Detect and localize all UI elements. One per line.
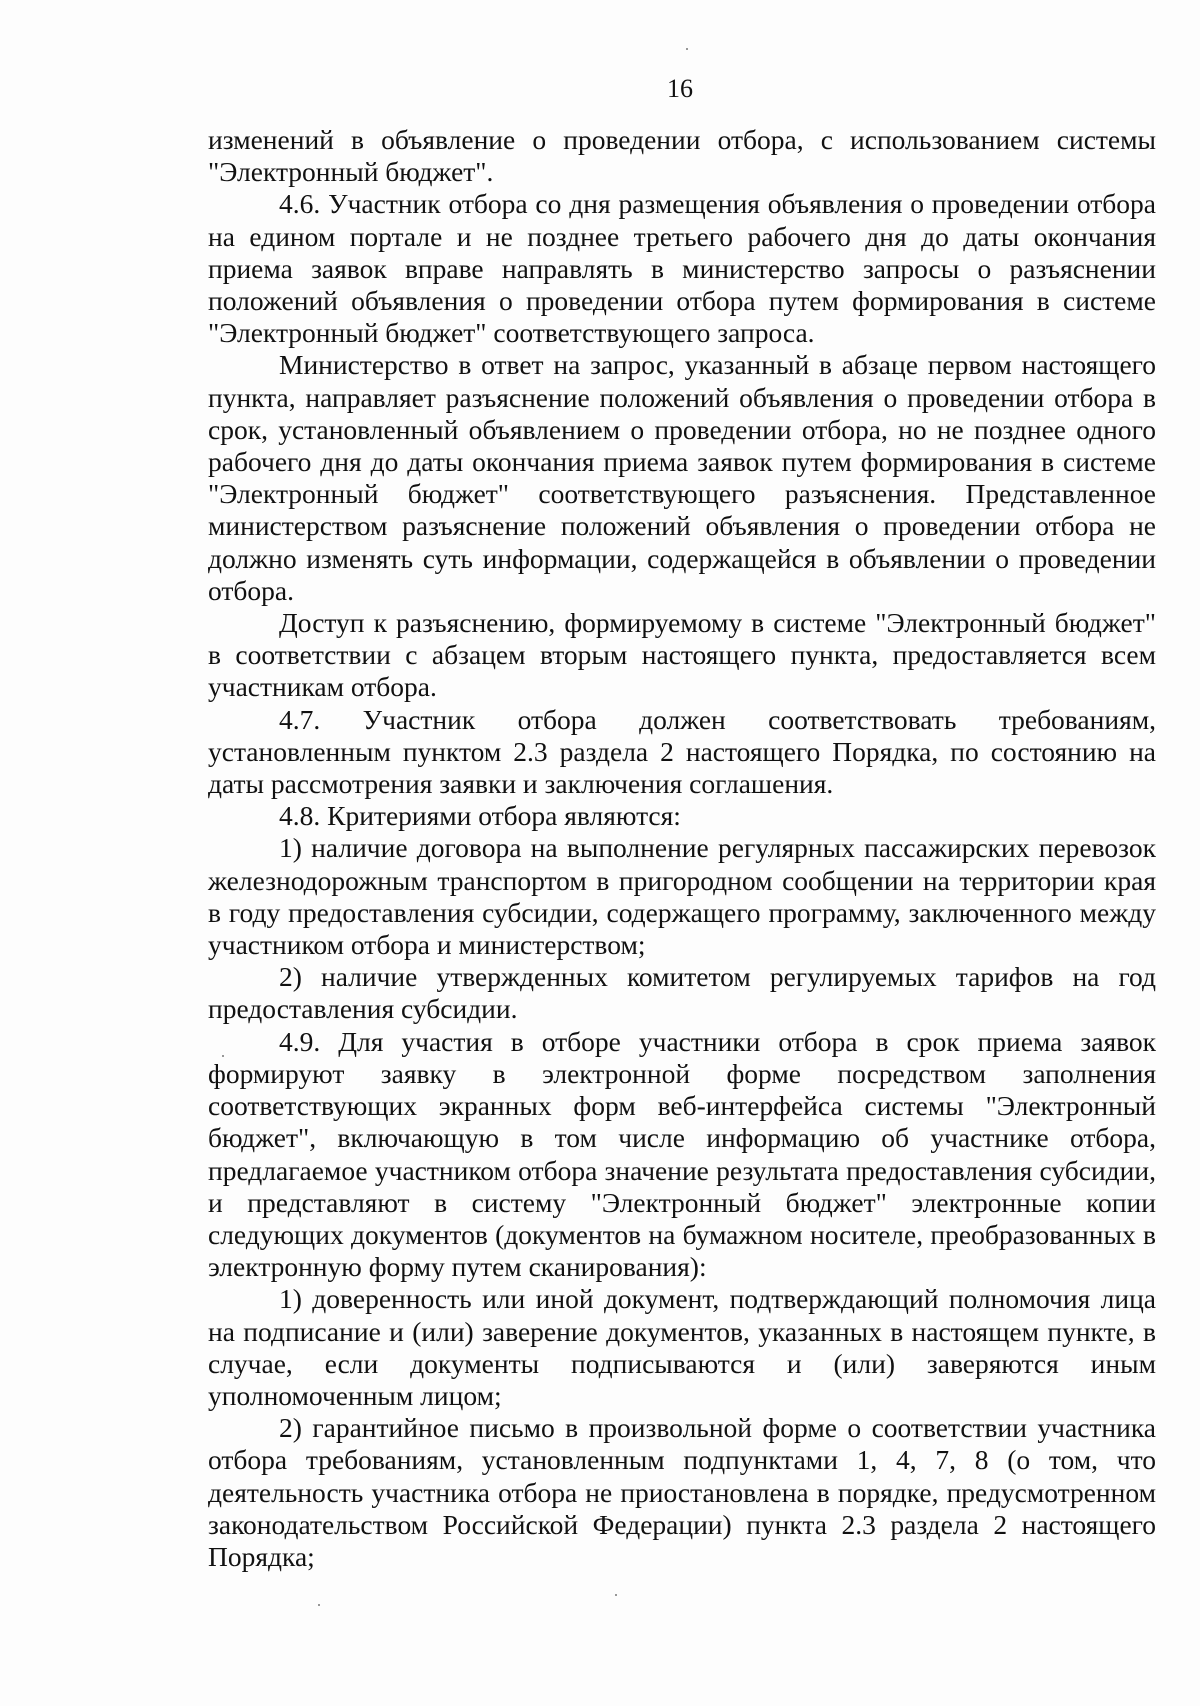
scan-speck	[222, 1055, 224, 1057]
document-body	[208, 124, 1156, 1573]
list-item-document-1: 1) доверенность или иной документ, подтверждающий полномочия лица на подписание и (или) заверение документов, указанных в настоящем пункте, в случае, если документы подписываются и (или) заверяются иным уполномоченным лицом;	[208, 1283, 1156, 1411]
list-item-criterion-2: 2) наличие утвержденных комитетом регулируемых тарифов на год предоставления субсидии.	[208, 961, 1156, 1025]
scan-speck	[686, 48, 688, 50]
page-number: 16	[667, 74, 693, 103]
paragraph-4-7: 4.7. Участник отбора должен соответствовать требованиям, установленным пунктом 2.3 раздела 2 настоящего Порядка, по состоянию на даты рассмотрения заявки и заключения соглашения.	[208, 703, 1156, 800]
list-item-document-2: 2) гарантийное письмо в произвольной форме о соответствии участника отбора требованиям, установленным подпунктами 1, 4, 7, 8 (о том, что деятельность участника отбора не приостановлена в порядке, предусмотренном законодательством Российской Федерации) пункта 2.3 раздела 2 настоящего Порядка;	[208, 1412, 1156, 1572]
paragraph-4-6: 4.6. Участник отбора со дня размещения объявления о проведении отбора на едином портале и не позднее третьего рабочего дня до даты окончания приема заявок вправе направлять в министерство запросы о разъяснении положений объявления о проведении отбора путем формирования в системе "Электронный бюджет" соответствующего запроса.	[208, 188, 1156, 349]
paragraph-access: Доступ к разъяснению, формируемому в системе "Электронный бюджет" в соответствии с абзацем вторым настоящего пункта, предоставляется всем участникам отбора.	[208, 607, 1156, 703]
paragraph-ministry-response: Министерство в ответ на запрос, указанный в абзаце первом настоящего пункта, направляет разъяснение положений объявления о проведении отбора в срок, установленный объявлением о проведении отбора, но не позднее одного рабочего дня до даты окончания приема заявок путем формирования в системе "Электронный бюджет" соответствующего разъяснения. Представленное министерством разъяснение положений объявления о проведении отбора не должно изменять суть информации, содержащейся в объявлении о проведении отбора.	[208, 349, 1156, 606]
list-item-criterion-1: 1) наличие договора на выполнение регулярных пассажирских перевозок железнодорожным транспортом в пригородном сообщении на территории края в году предоставления субсидии, содержащего программу, заключенного между участником отбора и министерством;	[208, 832, 1156, 961]
paragraph-continued: изменений в объявление о проведении отбора, с использованием системы "Электронный бюджет".	[208, 124, 1156, 188]
paragraph-4-9: 4.9. Для участия в отборе участники отбора в срок приема заявок формируют заявку в электронной форме посредством заполнения соответствующих экранных форм веб-интерфейса системы "Электронный бюджет", включающую в том числе информацию об участнике отбора, предлагаемое участником отбора значение результата предоставления субсидии, и представляют в систему "Электронный бюджет" электронные копии следующих документов (документов на бумажном носителе, преобразованных в электронную форму путем сканирования):	[208, 1025, 1156, 1283]
scan-speck	[318, 1604, 320, 1606]
scan-speck	[615, 1594, 617, 1596]
paragraph-4-8: 4.8. Критериями отбора являются:	[279, 800, 681, 832]
